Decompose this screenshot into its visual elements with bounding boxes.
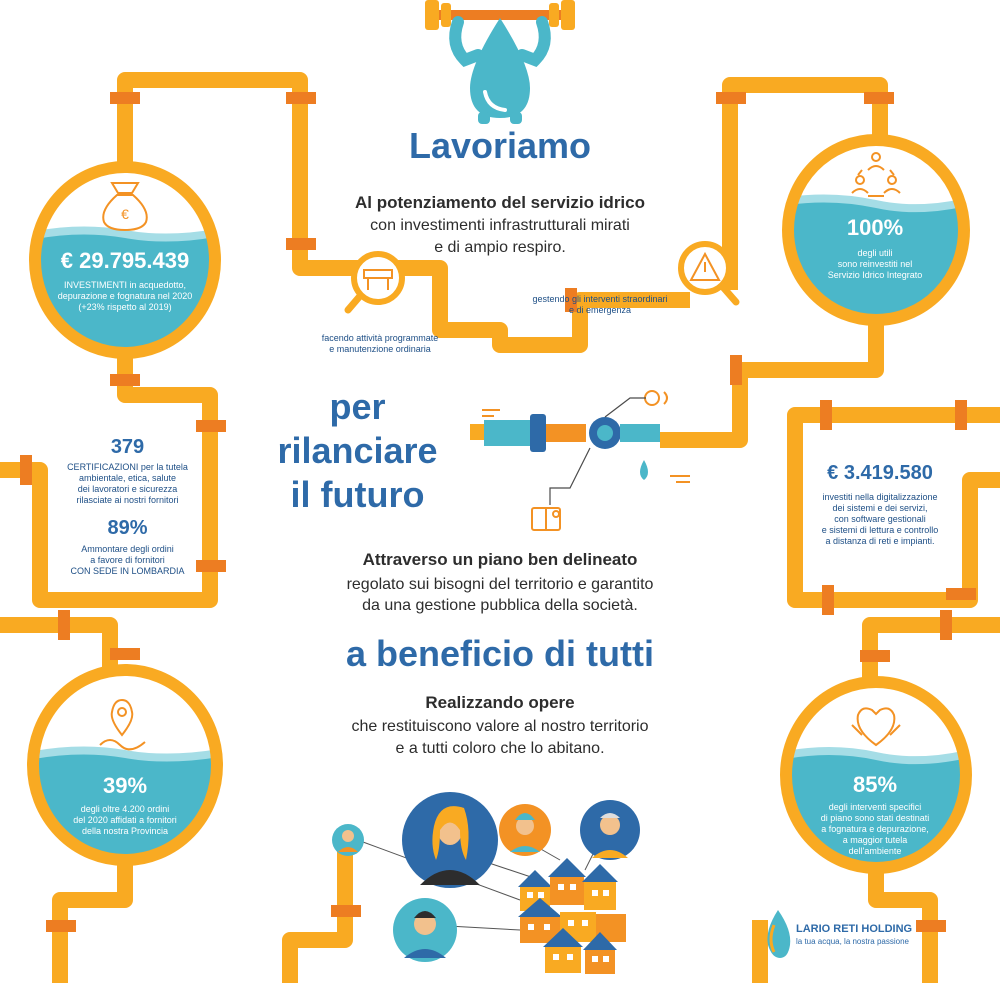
certifications-description	[50, 462, 205, 506]
province-description	[45, 804, 205, 837]
environment-line-2: di piano sono stati destinati	[820, 813, 930, 823]
lario-reti-logo-icon	[767, 910, 790, 958]
programmed-label-line-1: facendo attività programmate	[321, 333, 439, 343]
certifications-line-4: rilasciate ai nostri fornitori	[76, 495, 179, 505]
extraordinary-label-line-2: e di emergenza	[568, 305, 632, 315]
extraordinary-label-line-1: gestendo gli interventi straordinari	[532, 294, 668, 304]
province-line-1: degli oltre 4.200 ordini	[80, 804, 170, 814]
smart-valve-icon	[482, 391, 690, 505]
svg-text:€: €	[121, 206, 129, 222]
tank-province	[28, 670, 225, 870]
certifications-value: 379	[110, 436, 145, 458]
certifications-line-1: CERTIFICAZIONI per la tutela	[67, 462, 188, 472]
roadblock-magnifier-icon	[348, 254, 402, 310]
digital-line-4: e sistemi di lettura e controllo	[821, 525, 939, 535]
profits-description	[800, 248, 950, 281]
plan-lead: Attraverso un piano ben delineato	[362, 550, 638, 569]
profits-line-3: Servizio Idrico Integrato	[827, 270, 923, 280]
extraordinary-label	[520, 294, 680, 316]
plan-line-2: regolato sui bisogni del territorio e garantito	[346, 576, 654, 593]
environment-line-1: degli interventi specifici	[828, 802, 922, 812]
environment-line-4: a maggior tutela	[842, 835, 908, 845]
province-line-3: della nostra Provincia	[81, 826, 169, 836]
middle-title-line-2: rilanciare	[277, 430, 438, 471]
benefit-line-2: che restituiscono valore al nostro territorio	[351, 718, 649, 735]
houses-town-icon	[518, 858, 626, 974]
lombardy-line-2: a favore di fornitori	[90, 555, 165, 565]
map-pin-book-icon	[532, 508, 560, 530]
digital-line-2: dei sistemi e dei servizi,	[832, 503, 928, 513]
investments-line-3: (+23% rispetto al 2019)	[78, 302, 172, 312]
heading-line-2: con investimenti infrastrutturali mirati	[370, 217, 630, 234]
lombardy-value: 89%	[107, 517, 148, 539]
digital-description	[800, 492, 960, 547]
profits-line-1: degli utili	[857, 248, 893, 258]
logo-name: LARIO RETI HOLDING	[796, 923, 913, 935]
lombardy-line-1: Ammontare degli ordini	[81, 544, 174, 554]
middle-title-line-1: per	[329, 386, 386, 427]
programmed-label-line-2: e manutenzione ordinaria	[329, 344, 431, 354]
benefit-title: a beneficio di tutti	[345, 633, 654, 674]
certifications-line-3: dei lavoratori e sicurezza	[77, 484, 178, 494]
investments-value: € 29.795.439	[60, 248, 190, 273]
environment-value: 85%	[852, 772, 898, 797]
weightlifting-drop-mascot-icon	[425, 0, 575, 124]
heading-line-3: e di ampio respiro.	[434, 239, 566, 256]
plan-line-3: da una gestione pubblica della società.	[362, 597, 638, 614]
heading-lead: Al potenziamento del servizio idrico	[355, 193, 645, 212]
benefit-line-3: e a tutti coloro che lo abitano.	[395, 740, 605, 757]
province-value: 39%	[102, 773, 148, 798]
middle-title-line-3: il futuro	[290, 474, 425, 515]
lombardy-description	[50, 544, 205, 577]
digital-value: € 3.419.580	[827, 462, 933, 484]
certifications-line-2: ambientale, etica, salute	[78, 473, 177, 483]
investments-description	[45, 280, 205, 313]
profits-line-2: sono reinvestiti nel	[837, 259, 913, 269]
main-title: Lavoriamo	[408, 125, 592, 166]
province-line-2: del 2020 affidati a fornitori	[73, 815, 177, 825]
digital-line-1: investiti nella digitalizzazione	[822, 492, 938, 502]
investments-line-2: depurazione e fognatura nel 2020	[57, 291, 193, 301]
benefit-lead: Realizzando opere	[425, 693, 575, 712]
environment-description	[795, 802, 955, 857]
logo-tagline: la tua acqua, la nostra passione	[796, 937, 909, 946]
digital-line-3: con software gestionali	[834, 514, 926, 524]
lombardy-line-3: CON SEDE IN LOMBARDIA	[70, 566, 185, 576]
middle-title	[245, 385, 470, 517]
environment-line-5: dell'ambiente	[848, 846, 902, 856]
programmed-label	[300, 333, 460, 355]
digital-line-5: a distanza di reti e impianti.	[825, 536, 935, 546]
investments-line-1: INVESTIMENTI in acquedotto,	[63, 280, 187, 290]
environment-line-3: a fognatura e depurazione,	[821, 824, 929, 834]
profits-value: 100%	[846, 215, 904, 240]
